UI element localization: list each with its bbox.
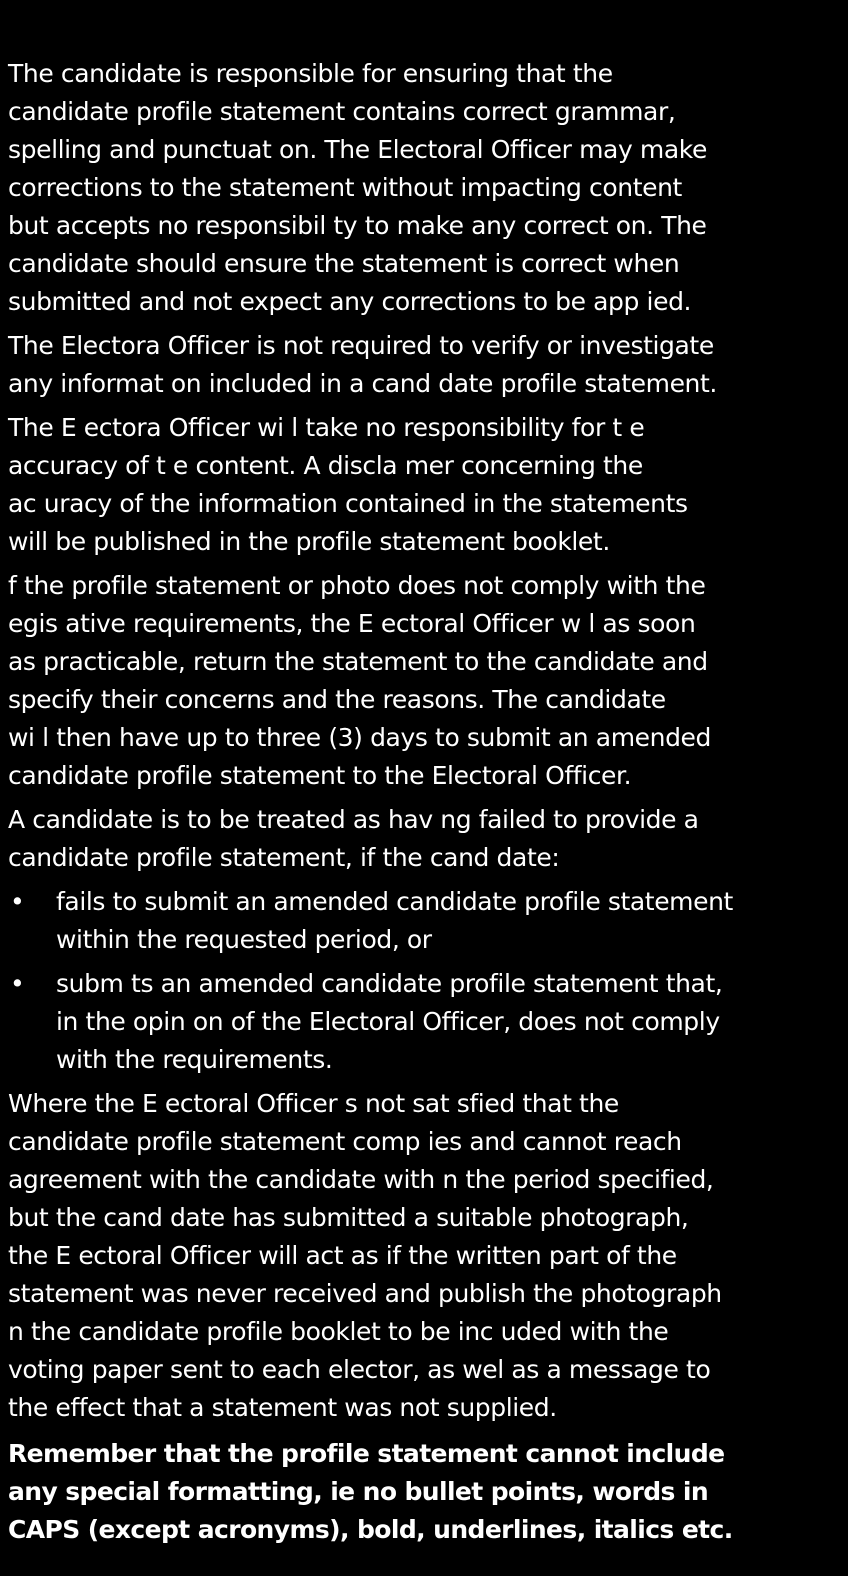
paragraph-photo-only: Where the E ectoral Officer s not sat sfied that the candidate profile statement comp ies and cannot reach agreement with the candidate with n the period specified, but the cand date has submitted a suitable photograph, the E ectoral Officer will act as if the written part of the statement was never received and publish the photograph n the candidate profile booklet to be inc uded with the voting paper sent to each elector, as wel as a message to the effect that a statement was not supplied.: [8, 1089, 722, 1422]
list-item-text: fails to submit an amended candidate profile statement within the requested period, or: [56, 887, 733, 954]
bullet-icon: •: [10, 969, 25, 998]
formatting-reminder: Remember that the profile statement cannot include any special formatting, ie no bullet points, words in CAPS (except acronyms), bold, underlines, italics etc.: [8, 1439, 733, 1544]
paragraph-candidate-responsibility: The candidate is responsible for ensuring that the candidate profile statement contains correct grammar, spelling and punctuat on. The Electoral Officer may make corrections to the statement without impacting content but accepts no responsibil ty to make any correct on. The candidate should ensure the statement is correct when submitted and not expect any corrections to be app ied.: [8, 59, 707, 316]
bullet-icon: •: [10, 887, 25, 916]
paragraph-accuracy-disclaimer: The E ectora Officer wi l take no responsibility for t e accuracy of t e content. A discla mer concerning the ac uracy of the information contained in the statements will be published in the profile statement booklet.: [8, 413, 688, 556]
paragraph-non-compliance: f the profile statement or photo does not comply with the egis ative requirements, the E ectoral Officer w l as soon as practicable, return the statement to the candidate and specify their concerns and the reasons. The candidate wi l then have up to three (3) days to submit an amended candidate profile statement to the Electoral Officer.: [8, 571, 712, 790]
list-item: [8, 965, 848, 1079]
paragraph-no-verification: The Electora Officer is not required to verify or investigate any informat on included in a cand date profile statement.: [8, 331, 717, 398]
list-item-text: subm ts an amended candidate profile statement that, in the opin on of the Electoral Officer, does not comply with the requirements.: [56, 969, 723, 1074]
paragraph-failed-to-provide: A candidate is to be treated as hav ng failed to provide a candidate profile statement, if the cand date:: [8, 805, 699, 872]
list-item: [8, 883, 848, 959]
failure-conditions-list: [8, 883, 848, 1079]
